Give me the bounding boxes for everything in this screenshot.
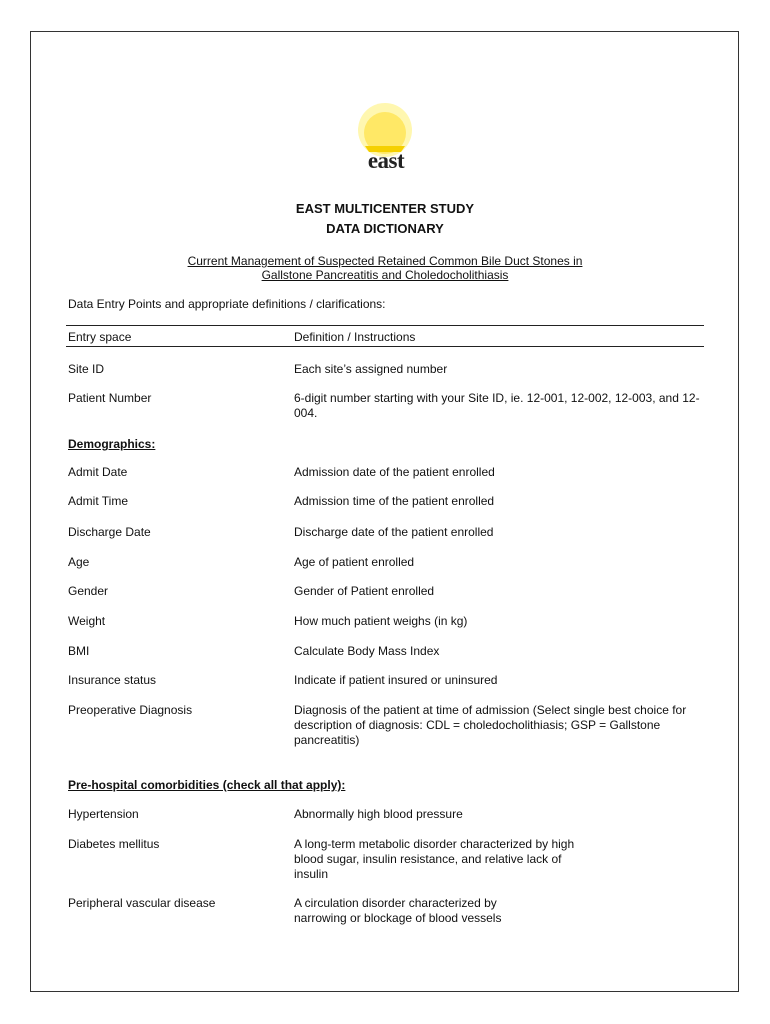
entry-definition: Admission time of the patient enrolled <box>294 494 495 508</box>
entry-definition: Abnormally high blood pressure <box>294 807 463 821</box>
intro-text: Data Entry Points and appropriate definitions / clarifications: <box>68 297 386 311</box>
entry-definition: 6-digit number starting with your Site ID, ie. 12-001, 12-002, 12-003, and 12-004. <box>294 391 700 420</box>
section-heading-comorbidities: Pre-hospital comorbidities (check all that apply): <box>68 778 346 792</box>
entry-label: Age <box>68 555 90 569</box>
document-subtitle-title: DATA DICTIONARY <box>326 221 444 236</box>
entry-label: Hypertension <box>68 807 139 821</box>
document-title: EAST MULTICENTER STUDY <box>295 201 475 216</box>
entry-label: Gender <box>68 584 109 598</box>
entry-label: Admit Time <box>68 494 129 508</box>
entry-definition: Each site’s assigned number <box>294 362 448 376</box>
entry-label: Discharge Date <box>68 525 151 539</box>
entry-definition: A long-term metabolic disorder characterized by high blood sugar, insulin resistance, and relative lack of insulin <box>294 837 575 881</box>
entry-label: Preoperative Diagnosis <box>68 703 193 717</box>
entry-definition: Calculate Body Mass Index <box>294 644 440 658</box>
study-title <box>0 254 770 282</box>
study-title-line-2: Gallstone Pancreatitis and Choledocholithiasis <box>261 268 509 282</box>
entry-label: Insurance status <box>68 673 157 687</box>
entry-label: BMI <box>68 644 90 658</box>
entry-definition: Admission date of the patient enrolled <box>294 465 495 479</box>
entry-label: Site ID <box>68 362 105 376</box>
entry-definition: A circulation disorder characterized by narrowing or blockage of blood vessels <box>294 896 502 925</box>
entry-definition: Discharge date of the patient enrolled <box>294 525 494 539</box>
study-title-line-1: Current Management of Suspected Retained Common Bile Duct Stones in <box>187 254 583 268</box>
entry-definition: Gender of Patient enrolled <box>294 584 435 598</box>
entry-label: Diabetes mellitus <box>68 837 160 851</box>
entry-label: Weight <box>68 614 106 628</box>
entry-label: Admit Date <box>68 465 128 479</box>
entry-label: Peripheral vascular disease <box>68 896 216 910</box>
entry-definition: How much patient weighs (in kg) <box>294 614 468 628</box>
table-header-rule <box>66 346 704 347</box>
column-header-entry: Entry space <box>68 330 132 344</box>
entry-definition: Indicate if patient insured or uninsured <box>294 673 498 687</box>
entry-label: Patient Number <box>68 391 152 405</box>
entry-definition: Diagnosis of the patient at time of admission (Select single best choice for description of diagnosis: CDL = choledocholithiasis; GSP = Gallstone pancreatitis) <box>294 703 687 747</box>
entry-definition: Age of patient enrolled <box>294 555 415 569</box>
table-top-rule <box>66 325 704 326</box>
section-heading-demographics: Demographics: <box>68 437 156 451</box>
logo-text: east <box>367 148 405 173</box>
column-header-definition: Definition / Instructions <box>294 330 416 344</box>
